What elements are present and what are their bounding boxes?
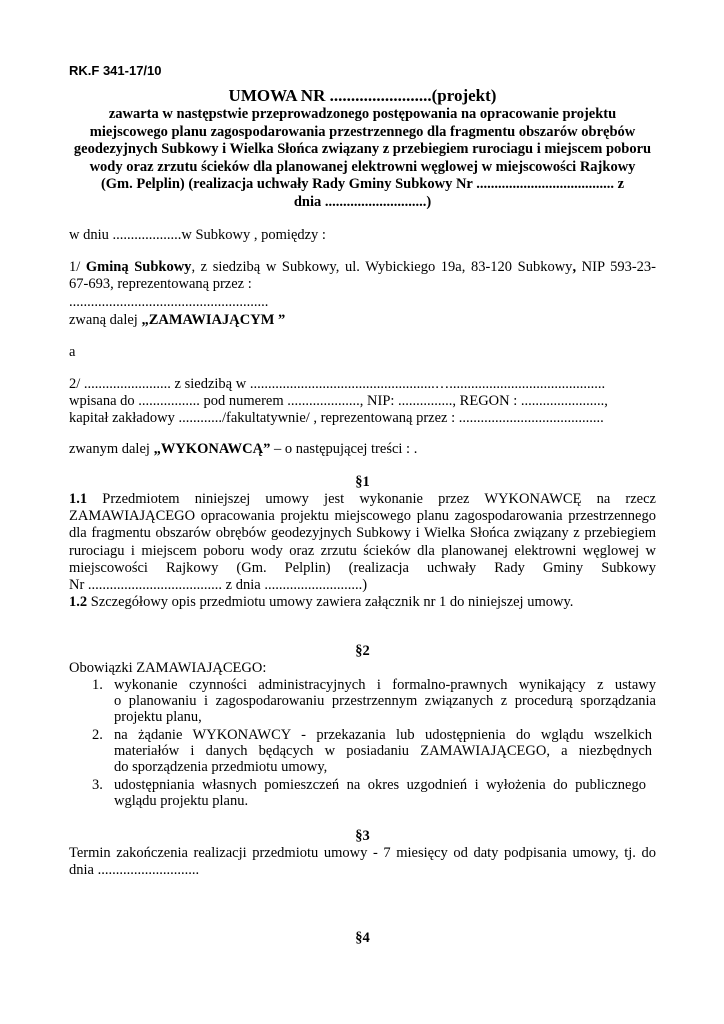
party2-called-suffix: – o następującej treści : .	[270, 441, 418, 457]
party2-line3: kapitał zakładowy ............/fakultatywnie/ , reprezentowaną przez : ........................................	[69, 410, 604, 426]
section-1-paragraph-1	[69, 491, 656, 611]
party1-line2: 67-693, reprezentowaną przez :	[69, 276, 252, 292]
list-item-line: udostępniania własnych pomieszczeń na okres uzgodnień i wyłożenia do publicznego	[114, 777, 646, 793]
party1-name: Gminą Subkowy	[85, 259, 192, 275]
party2-called-prefix: zwanym dalej	[69, 441, 154, 457]
section-2-intro: Obowiązki ZAMAWIAJĄCEGO:	[69, 660, 267, 676]
list-item-line: do sporządzenia przedmiotu umowy,	[114, 759, 328, 775]
list-item-line: wykonanie czynności administracyjnych i formalno-prawnych wynikający z ustawy	[114, 677, 656, 693]
section-3-paragraph	[69, 845, 656, 879]
subtitle-line: geodezyjnych Subkowy i Wielka Słońca związany z przebiegiem rurociagu i miejscem poboru	[73, 141, 652, 157]
party1-representative-blank: .......................................................	[69, 294, 269, 310]
contract-subtitle	[69, 106, 656, 211]
list-item-line: na żądanie WYKONAWCY - przekazania lub udostępnienia do wglądu wszelkich	[114, 727, 652, 743]
subtitle-line: zawarta w następstwie przeprowadzonego postępowania na opracowanie projektu	[108, 106, 617, 122]
paragraph-line: ZAMAWIAJĄCEGO opracowania projektu miejscowego planu zagospodarowania przestrzennego	[69, 508, 656, 525]
subtitle-line: dnia ............................)	[293, 193, 432, 210]
paragraph-line: Termin zakończenia realizacji przedmiotu umowy - 7 miesięcy od daty podpisania umowy, tj. do	[69, 845, 656, 861]
list-item-body	[114, 677, 656, 725]
paragraph-line	[69, 491, 656, 508]
list-item-line: projektu planu,	[114, 709, 202, 725]
list-item-body	[114, 777, 646, 809]
party1-role: „ZAMAWIAJĄCYM ”	[141, 312, 286, 328]
list-item-number: 1.	[92, 677, 103, 693]
list-item-line: o planowaniu i zagospodarowaniu przestrzennym związanych z procedurą sporządzania	[114, 693, 656, 709]
party2-line1: 2/ ........................ z siedzibą w ...................................................…...........................................	[69, 376, 606, 392]
paragraph-line: rurociagu i miejscem poboru wody oraz zrzutu ścieków dla planowanej elektrowni węglowej w	[69, 542, 656, 559]
paragraph-text: Szczegółowy opis przedmiotu umowy zawiera załącznik nr 1 do niniejszej umowy.	[87, 594, 574, 611]
party2-line2: wpisana do ................. pod numerem ...................., NIP: ..............., REGON : .......................,	[69, 393, 608, 409]
party1-called	[69, 312, 285, 328]
paragraph-line: dla fragmentu obszarów obrębów geodezyjnych Subkowy i Wielka Słońca związany z przebiegiem	[69, 525, 656, 542]
paragraph-line: miejscowości Rajkowy (Gm. Pelplin) (realizacja uchwały Rady Gminy Subkowy	[69, 559, 656, 576]
party1-nip: NIP 593-23-	[576, 259, 657, 275]
list-item-body	[114, 727, 652, 775]
party1-address: , z siedzibą w Subkowy, ul. Wybickiego 19a, 83-120 Subkowy	[191, 259, 573, 275]
subtitle-line: miejscowego planu zagospodarowania przestrzennego dla fragmentu obszarów obrębów	[89, 123, 636, 140]
section-3-heading: §3	[355, 828, 370, 844]
date-line: w dniu ...................w Subkowy , pomiędzy :	[69, 227, 326, 243]
paragraph-number: 1.1	[69, 491, 88, 507]
section-4-heading: §4	[355, 930, 370, 946]
subtitle-line: (Gm. Pelplin) (realizacja uchwały Rady Gminy Subkowy Nr ...................................... z	[100, 176, 625, 192]
section-1-heading: §1	[355, 474, 370, 490]
list-item-line: wglądu projektu planu.	[114, 793, 249, 809]
paragraph-line: dnia ............................	[69, 862, 200, 878]
party1-line1	[69, 259, 656, 275]
section-2-heading: §2	[355, 643, 370, 659]
list-item-line: materiałów i danych będących w posiadaniu ZAMAWIAJĄCEGO, a niezbędnych	[114, 743, 652, 759]
document-reference: RK.F 341-17/10	[69, 63, 162, 78]
paragraph-line: Nr ..................................... z dnia ...........................)	[69, 577, 368, 594]
party1-called-prefix: zwaną dalej	[69, 312, 142, 328]
party2-role: „WYKONAWCĄ”	[153, 441, 271, 457]
and-conjunction: a	[69, 344, 76, 360]
list-item-number: 3.	[92, 777, 103, 793]
paragraph-number: 1.2	[69, 594, 88, 611]
contract-title: UMOWA NR ........................(projekt)	[228, 86, 497, 105]
party2-called	[69, 441, 417, 457]
paragraph-line	[69, 594, 656, 611]
party1-comma: ,	[572, 259, 577, 275]
party1-prefix: 1/	[69, 259, 86, 275]
subtitle-line: wody oraz zrzutu ścieków dla planowanej elektrowni węglowej w miejscowości Rajkowy	[89, 158, 636, 175]
paragraph-text: Przedmiotem niniejszej umowy jest wykonanie przez WYKONAWCĘ na rzecz	[87, 491, 656, 507]
list-item-number: 2.	[92, 727, 103, 743]
